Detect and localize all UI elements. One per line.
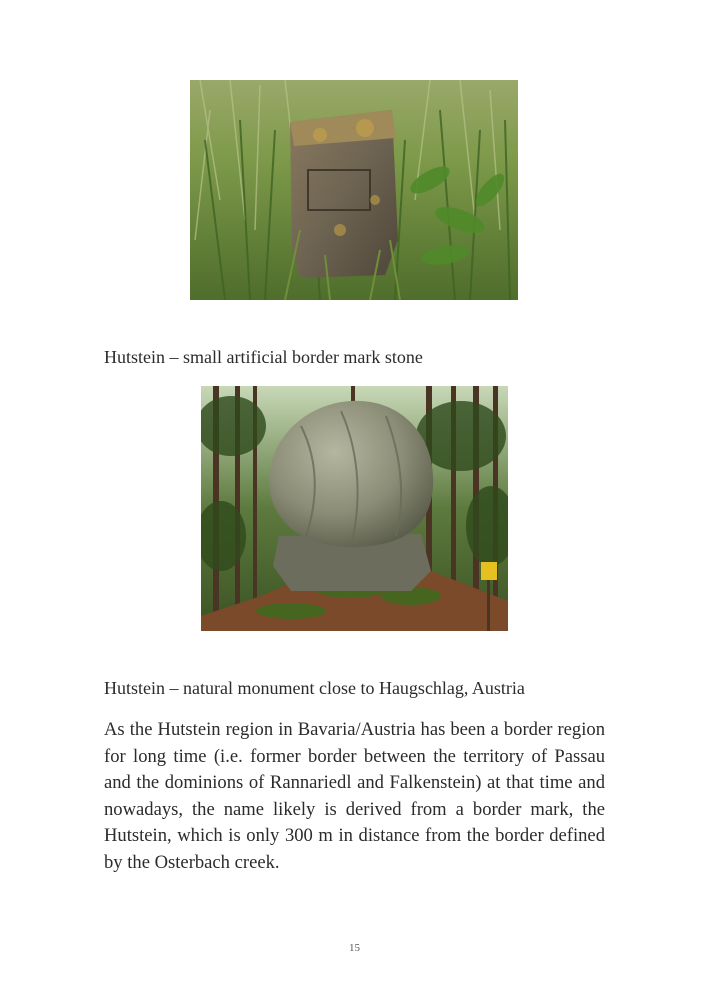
body-paragraph: As the Hutstein region in Bavaria/Austria has been a border region for long time (i.e. former border between the territory of Passau and the dominions of Rannariedl and Falkenstein) at that time and nowadays, the name likely is derived from a border mark, the Hutstein, which is only 300 m in distance from the border defined by the Osterbach creek. bbox=[104, 719, 605, 873]
figure-caption: Hutstein – small artificial border mark stone bbox=[104, 347, 423, 367]
natural-monument-photo bbox=[201, 386, 508, 631]
page-number: 15 bbox=[349, 942, 360, 954]
border-stone-photo bbox=[190, 80, 518, 300]
figure-caption: Hutstein – natural monument close to Haugschlag, Austria bbox=[104, 678, 525, 698]
